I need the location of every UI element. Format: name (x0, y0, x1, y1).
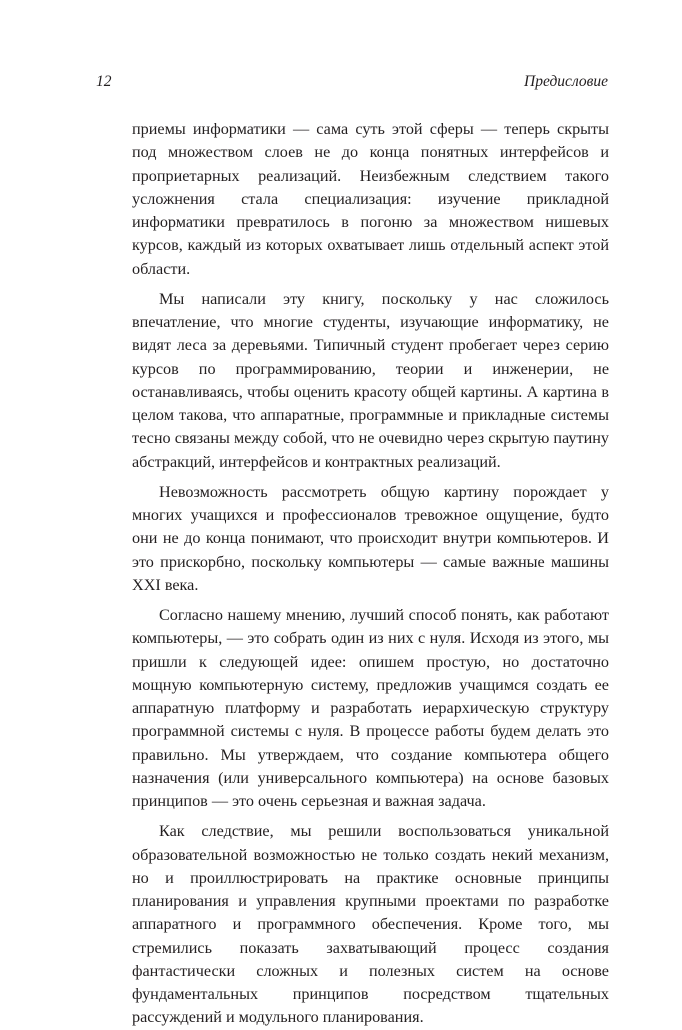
section-title: Предисловие (524, 73, 608, 90)
paragraph: Невозможность рассмотреть общую картину порождает у многих учащихся и профессионалов тревожное ощущение, будто они не до конца понимают, что происходит внутри компьютеров. И это прискорбно, поскольку компьютеры — самые важные машины XXI века. (132, 482, 609, 594)
body-text (132, 118, 609, 1030)
paragraph: Согласно нашему мнению, лучший способ понять, как работают компьютеры, — это собрать один из них с нуля. Исходя из этого, мы пришли к следующей идее: опишем простую, но достаточно мощную компьютерную систему, предложив учащимся создать ее аппаратную платформу и разработать иерархическую структуру программной системы с нуля. В процессе работы будем делать это правильно. Мы утверждаем, что создание компьютера общего назначения (или универсального компьютера) на основе базовых принципов — это очень серьезная и важная задача. (132, 606, 609, 810)
paragraph: Мы написали эту книгу, поскольку у нас сложилось впечатление, что многие студенты, изучающие информатику, не видят леса за деревьями. Типичный студент пробегает через серию курсов по программированию, теории и инженерии, не останавливаясь, чтобы оценить красоту общей картины. А картина в целом такова, что аппаратные, программные и прикладные системы тесно связаны между собой, что не очевидно через скрытую паутину абстракций, интерфейсов и контрактных реализаций. (132, 289, 609, 471)
paragraph: приемы информатики — сама суть этой сферы — теперь скрыты под множеством слоев не до конца понятных интерфейсов и проприетарных реализаций. Неизбежным следствием такого усложнения стала специализация: изучение прикладной информатики превратилось в погоню за множеством нишевых курсов, каждый из которых охватывает лишь отдельный аспект этой области. (132, 120, 609, 278)
paragraph: Как следствие, мы решили воспользоваться уникальной образовательной возможностью не только создать некий механизм, но и проиллюстрировать на практике основные принципы планирования и управления крупными проектами по разработке аппаратного и программного обеспечения. Кроме того, мы стремились показать захватывающий процесс создания фантастически сложных и полезных систем на основе фундаментальных принципов посредством тщательных рассуждений и модульного планирования. (132, 822, 609, 1027)
page-number: 12 (96, 73, 112, 90)
running-head (96, 73, 608, 95)
